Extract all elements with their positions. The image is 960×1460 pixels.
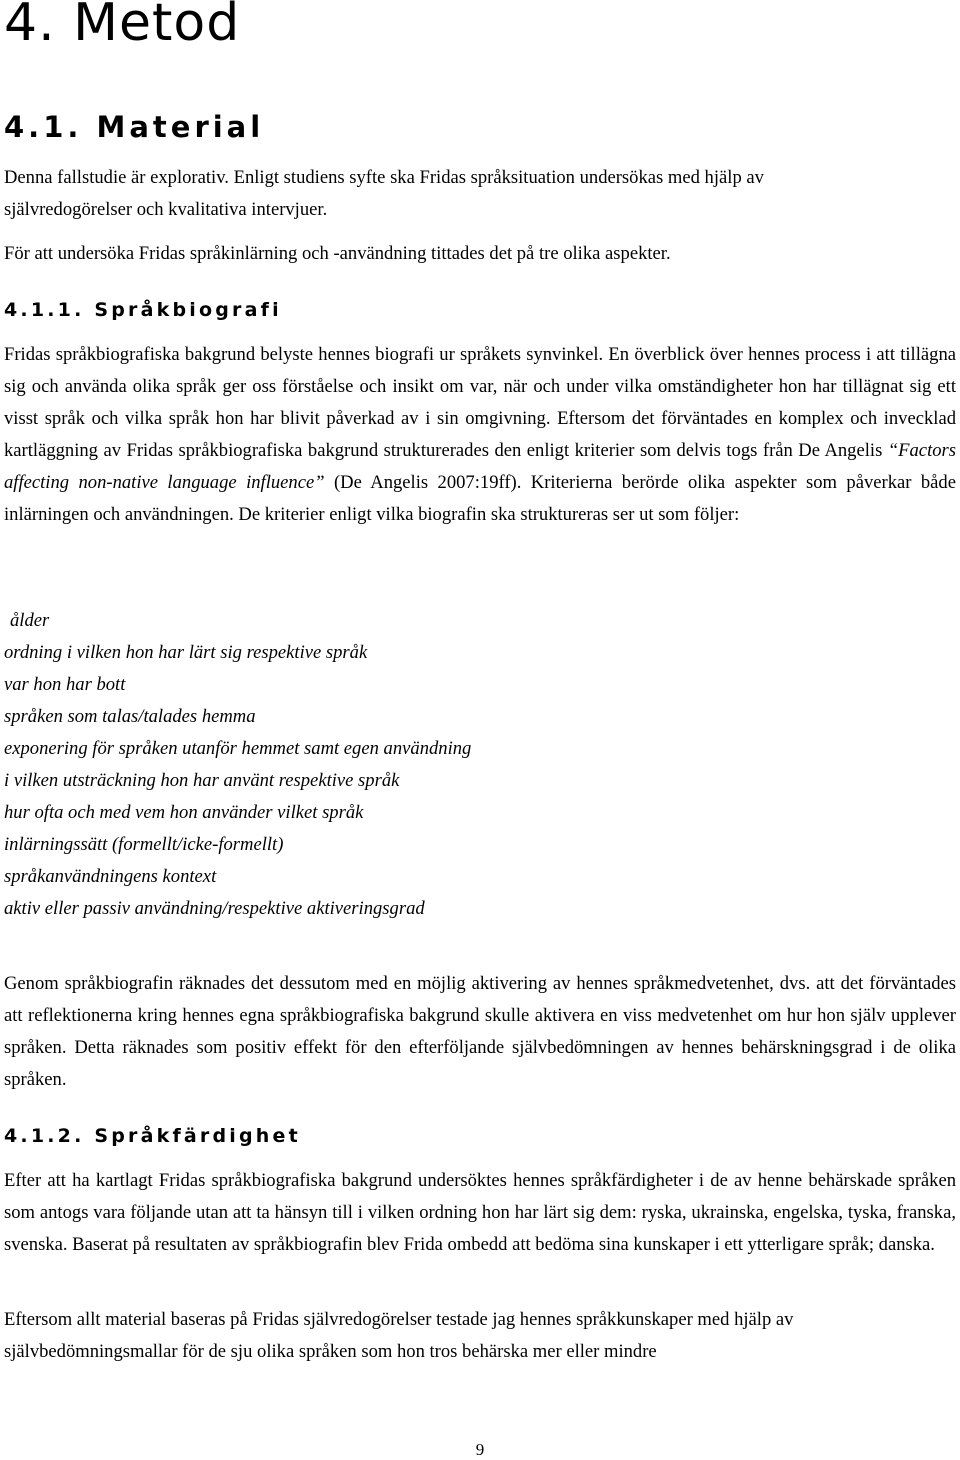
criteria-item: var hon har bott bbox=[4, 674, 126, 695]
criteria-item: hur ofta och med vem hon använder vilket språk bbox=[4, 802, 364, 823]
criteria-item: ålder bbox=[10, 610, 50, 631]
intro-line-3: För att undersöka Fridas språkinlärning och -användning tittades det på tre olika aspekter. bbox=[4, 243, 671, 264]
sprakmedvetenhet-paragraph: Genom språkbiografin räknades det dessutom med en möjlig aktivering av hennes språkmedvetenhet, dvs. att det förväntades att reflektionerna kring hennes egna språkbiografiska bakgrund skulle aktivera en viss medvetenhet om hur hon själv upplever språken. Detta räknades som positiv effekt för den efterföljande självbedömningen av hennes behärskningsgrad i de olika språken. bbox=[4, 973, 956, 1090]
subsection-heading-sprakfardighet: 4.1.2. Språkfärdighet bbox=[4, 1125, 301, 1147]
sprakbiografi-paragraph bbox=[4, 339, 956, 531]
criteria-item: exponering för språken utanför hemmet samt egen användning bbox=[4, 738, 472, 759]
sprakfardighet-paragraph-1: Efter att ha kartlagt Fridas språkbiografiska bakgrund undersöktes hennes språkfärdigheter i de av henne behärskade språken som antogs vara följande utan att ta hänsyn till i vilken ordning hon har lärt sig dem: ryska, ukrainska, engelska, tyska, franska, svenska. Baserat på resultaten av språkbiografin blev Frida ombedd att bedöma sina kunskaper i ett ytterligare språk; danska. bbox=[4, 1170, 956, 1255]
sprakfardighet-paragraph-2: Eftersom allt material baseras på Fridas självredogörelser testade jag hennes språkkunskaper med hjälp av självbedömningsmallar för de sju olika språken som hon tros behärska mer eller mindre bbox=[4, 1309, 794, 1362]
criteria-item: i vilken utsträckning hon har använt respektive språk bbox=[4, 770, 400, 791]
section-heading-material: 4.1. Material bbox=[4, 110, 265, 144]
criteria-list bbox=[4, 605, 471, 925]
criteria-item: aktiv eller passiv användning/respektive aktiveringsgrad bbox=[4, 898, 425, 919]
intro-line-2: självredogörelser och kvalitativa intervjuer. bbox=[4, 199, 328, 220]
subsection-heading-sprakbiografi: 4.1.1. Språkbiografi bbox=[4, 299, 282, 321]
criteria-item: inlärningssätt (formellt/icke-formellt) bbox=[4, 834, 284, 855]
criteria-item: ordning i vilken hon har lärt sig respektive språk bbox=[4, 642, 368, 663]
criteria-item: språkanvändningens kontext bbox=[4, 866, 217, 887]
paragraph-text-start: Fridas språkbiografiska bakgrund belyste hennes biografi ur språkets synvinkel. En överblick över hennes process i att tillägna sig och använda olika språk ger oss förståelse och insikt om var, när och under vilka omständigheter hon har tillägnat sig ett visst språk och vilka språk hon har blivit påverkad av i sin omgivning. Eftersom det förväntades en komplex och invecklad kartläggning av Fridas språkbiografiska bakgrund strukturerades den enligt kriterier som delvis togs från De Angelis bbox=[4, 344, 956, 461]
cited-work-title: “Factors affecting non-native language influence” bbox=[4, 440, 956, 493]
chapter-heading: 4. Metod bbox=[4, 0, 241, 53]
paragraph-text-end: (De Angelis 2007:19ff). Kriterierna berörde olika aspekter som påverkar både inlärningen och användningen. De kriterier enligt vilka biografin ska struktureras ser ut som följer: bbox=[4, 472, 956, 525]
intro-line-1: Denna fallstudie är explorativ. Enligt studiens syfte ska Fridas språksituation undersökas med hjälp av bbox=[4, 167, 764, 188]
page-number: 9 bbox=[475, 1440, 485, 1459]
criteria-item: språken som talas/talades hemma bbox=[4, 706, 256, 727]
